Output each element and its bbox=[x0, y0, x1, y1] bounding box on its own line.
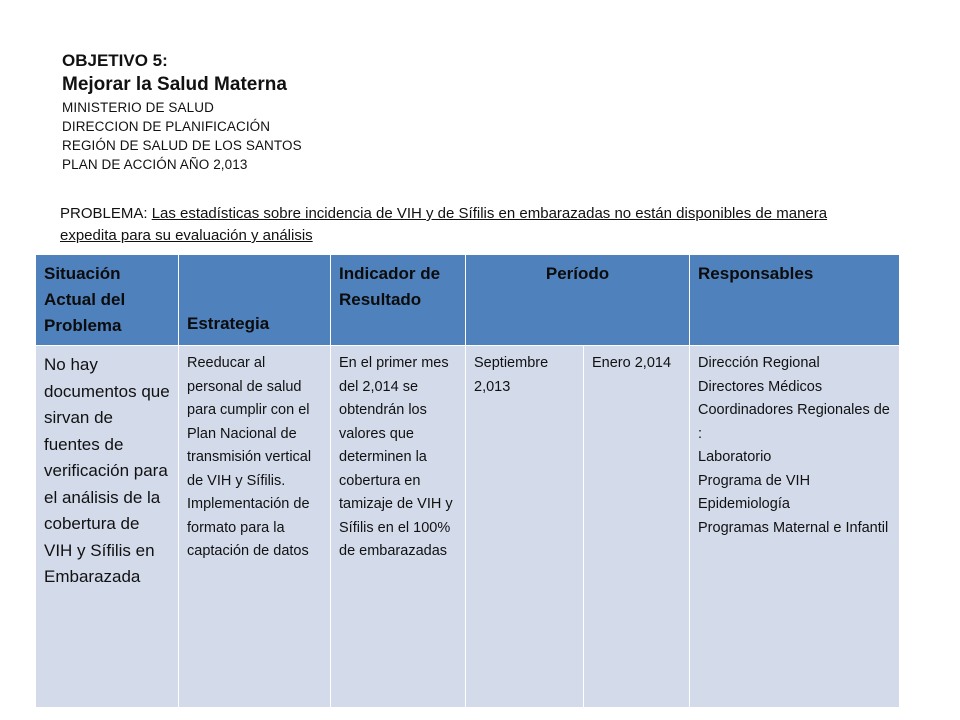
plan-year-line: PLAN DE ACCIÓN AÑO 2,013 bbox=[62, 157, 248, 172]
cell-situation: No hay documentos que sirvan de fuentes de verificación para el análisis de la cobertura de VIH y Sífilis en Embarazada bbox=[36, 346, 179, 708]
cell-indicator: En el primer mes del 2,014 se obtendrán los valores que determinen la cobertura en tamizaje de VIH y Sífilis en el 100% de embarazadas bbox=[331, 346, 466, 708]
problem-text: Las estadísticas sobre incidencia de VIH y de Sífilis en embarazadas no están disponibles de manera expedita para su evaluación y análisis bbox=[60, 205, 828, 244]
cell-strategy: Reeducar al personal de salud para cumplir con el Plan Nacional de transmisión vertical de VIH y Sífilis. Implementación de formato para la captación de datos bbox=[179, 346, 331, 708]
header-responsible: Responsables bbox=[690, 255, 900, 346]
header-period: Período bbox=[466, 255, 690, 346]
objective-title: Mejorar la Salud Materna bbox=[62, 74, 287, 95]
problem-statement bbox=[60, 203, 840, 247]
header-strategy: Estrategia bbox=[179, 255, 331, 346]
directorate-line: DIRECCION DE PLANIFICACIÓN bbox=[62, 119, 271, 134]
header-situation: Situación Actual del Problema bbox=[36, 255, 179, 346]
cell-period-end: Enero 2,014 bbox=[584, 346, 690, 708]
header-indicator: Indicador de Resultado bbox=[331, 255, 466, 346]
table-row bbox=[36, 346, 900, 708]
table-header-row bbox=[36, 255, 900, 346]
objective-number: OBJETIVO 5: bbox=[62, 51, 168, 70]
problem-label: PROBLEMA: bbox=[60, 205, 148, 222]
ministry-line: MINISTERIO DE SALUD bbox=[62, 100, 214, 115]
cell-period-start: Septiembre 2,013 bbox=[466, 346, 584, 708]
cell-responsible: Dirección Regional Directores Médicos Coordinadores Regionales de : Laboratorio Programa de VIH Epidemiología Programas Maternal e Infantil bbox=[690, 346, 900, 708]
action-plan-table bbox=[35, 254, 900, 708]
document-header bbox=[62, 50, 302, 174]
region-line: REGIÓN DE SALUD DE LOS SANTOS bbox=[62, 138, 302, 153]
